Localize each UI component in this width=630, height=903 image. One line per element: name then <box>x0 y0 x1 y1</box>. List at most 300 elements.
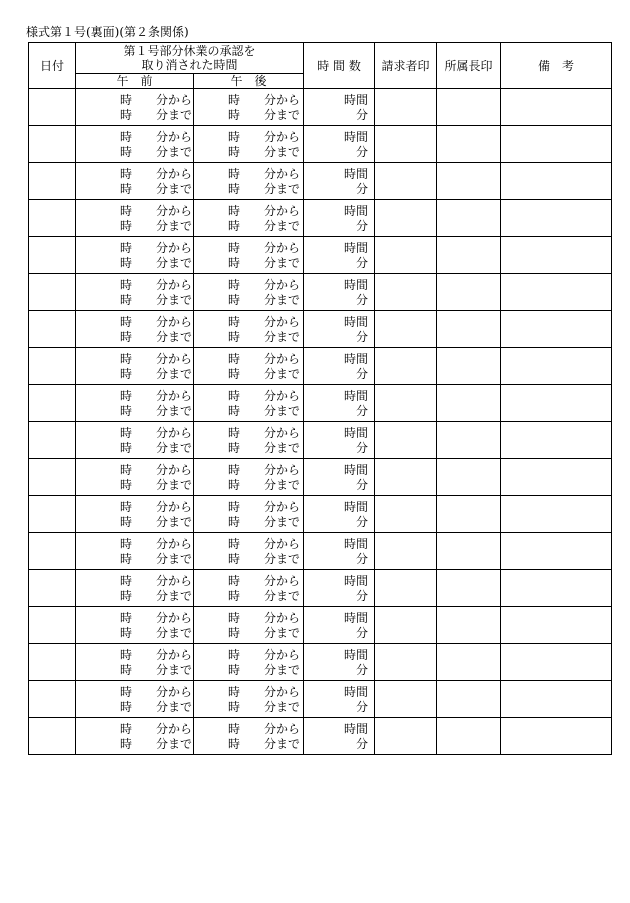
am-time-cell[interactable] <box>76 237 194 274</box>
minute-to-label: 分まで <box>156 589 193 603</box>
table-row <box>29 681 612 718</box>
minute-from-label: 分から <box>156 241 193 255</box>
pm-time-cell[interactable] <box>194 163 304 200</box>
minute-to-label: 分まで <box>264 293 301 307</box>
date-cell[interactable] <box>29 311 76 348</box>
hour-label: 時 <box>120 441 133 455</box>
dept-head-seal-cell[interactable] <box>437 570 501 607</box>
requester-seal-cell[interactable] <box>375 311 437 348</box>
minute-from-label: 分から <box>156 611 193 625</box>
date-cell[interactable] <box>29 459 76 496</box>
hour-label: 時 <box>228 93 241 107</box>
hours-cell[interactable] <box>304 459 375 496</box>
minute-from-label: 分から <box>156 204 193 218</box>
hour-label: 時 <box>120 278 133 292</box>
pm-time-cell[interactable] <box>194 311 304 348</box>
date-cell[interactable] <box>29 237 76 274</box>
minute-from-label: 分から <box>264 130 301 144</box>
hour-label: 時 <box>120 182 133 196</box>
minute-to-label: 分まで <box>264 663 301 677</box>
date-cell[interactable] <box>29 89 76 126</box>
minute-from-label: 分から <box>264 463 301 477</box>
minute-to-label: 分まで <box>156 256 193 270</box>
hour-label: 時 <box>228 700 241 714</box>
hour-label: 時 <box>228 626 241 640</box>
pm-time-cell[interactable] <box>194 607 304 644</box>
page-title: 様式第１号(裏面)(第２条関係) <box>26 25 189 39</box>
minute-to-label: 分まで <box>264 330 301 344</box>
minute-to-label: 分まで <box>156 626 193 640</box>
minute-from-label: 分から <box>156 167 193 181</box>
minute-to-label: 分まで <box>156 108 193 122</box>
hours-cell[interactable] <box>304 607 375 644</box>
minute-from-label: 分から <box>264 648 301 662</box>
dept-head-seal-cell[interactable] <box>437 644 501 681</box>
minute-from-label: 分から <box>264 574 301 588</box>
hour-label: 時 <box>228 389 241 403</box>
partial-leave-form-table <box>28 42 612 755</box>
minute-to-label: 分まで <box>156 700 193 714</box>
minutes-unit-label: 分 <box>356 589 369 603</box>
hour-label: 時 <box>228 182 241 196</box>
minutes-unit-label: 分 <box>356 219 369 233</box>
hours-unit-label: 時間 <box>344 611 369 625</box>
hours-cell[interactable] <box>304 126 375 163</box>
hour-label: 時 <box>228 130 241 144</box>
pm-time-cell[interactable] <box>194 126 304 163</box>
remarks-cell[interactable] <box>501 200 612 237</box>
hours-cell[interactable] <box>304 163 375 200</box>
hour-label: 時 <box>120 293 133 307</box>
dept-head-seal-cell[interactable] <box>437 718 501 755</box>
dept-head-seal-cell[interactable] <box>437 200 501 237</box>
am-time-cell[interactable] <box>76 496 194 533</box>
dept-head-seal-cell[interactable] <box>437 496 501 533</box>
hours-cell[interactable] <box>304 644 375 681</box>
table-row <box>29 200 612 237</box>
date-cell[interactable] <box>29 126 76 163</box>
minute-to-label: 分まで <box>264 626 301 640</box>
remarks-cell[interactable] <box>501 385 612 422</box>
hour-label: 時 <box>228 478 241 492</box>
am-time-cell[interactable] <box>76 533 194 570</box>
hour-label: 時 <box>120 626 133 640</box>
hour-label: 時 <box>228 663 241 677</box>
header-pm: 午 後 <box>194 74 304 89</box>
table-row <box>29 126 612 163</box>
remarks-cell[interactable] <box>501 718 612 755</box>
hour-label: 時 <box>228 315 241 329</box>
table-row <box>29 163 612 200</box>
date-cell[interactable] <box>29 644 76 681</box>
minute-to-label: 分まで <box>264 441 301 455</box>
requester-seal-cell[interactable] <box>375 163 437 200</box>
hour-label: 時 <box>228 589 241 603</box>
minutes-unit-label: 分 <box>356 293 369 307</box>
header-hours: 時 間 数 <box>304 43 375 89</box>
date-cell[interactable] <box>29 422 76 459</box>
hour-label: 時 <box>120 93 133 107</box>
hours-unit-label: 時間 <box>344 352 369 366</box>
pm-time-cell[interactable] <box>194 570 304 607</box>
hours-unit-label: 時間 <box>344 130 369 144</box>
hour-label: 時 <box>228 426 241 440</box>
hour-label: 時 <box>228 722 241 736</box>
hours-unit-label: 時間 <box>344 204 369 218</box>
hour-label: 時 <box>120 500 133 514</box>
date-cell[interactable] <box>29 607 76 644</box>
table-row <box>29 718 612 755</box>
minute-from-label: 分から <box>264 722 301 736</box>
table-row <box>29 607 612 644</box>
pm-time-cell[interactable] <box>194 459 304 496</box>
hour-label: 時 <box>120 611 133 625</box>
date-cell[interactable] <box>29 533 76 570</box>
minute-from-label: 分から <box>156 278 193 292</box>
hour-label: 時 <box>228 463 241 477</box>
remarks-cell[interactable] <box>501 274 612 311</box>
minute-from-label: 分から <box>264 278 301 292</box>
hour-label: 時 <box>228 219 241 233</box>
date-cell[interactable] <box>29 274 76 311</box>
requester-seal-cell[interactable] <box>375 385 437 422</box>
minutes-unit-label: 分 <box>356 626 369 640</box>
remarks-cell[interactable] <box>501 459 612 496</box>
minute-from-label: 分から <box>156 648 193 662</box>
minute-to-label: 分まで <box>264 219 301 233</box>
requester-seal-cell[interactable] <box>375 459 437 496</box>
pm-time-cell[interactable] <box>194 385 304 422</box>
am-time-cell[interactable] <box>76 570 194 607</box>
table-row <box>29 311 612 348</box>
hour-label: 時 <box>228 515 241 529</box>
minute-to-label: 分まで <box>264 108 301 122</box>
hour-label: 時 <box>228 611 241 625</box>
minute-to-label: 分まで <box>264 552 301 566</box>
requester-seal-cell[interactable] <box>375 681 437 718</box>
pm-time-cell[interactable] <box>194 89 304 126</box>
requester-seal-cell[interactable] <box>375 126 437 163</box>
minute-from-label: 分から <box>156 463 193 477</box>
hour-label: 時 <box>228 685 241 699</box>
requester-seal-cell[interactable] <box>375 570 437 607</box>
am-time-cell[interactable] <box>76 459 194 496</box>
hour-label: 時 <box>120 700 133 714</box>
minute-to-label: 分まで <box>264 182 301 196</box>
am-time-cell[interactable] <box>76 311 194 348</box>
hour-label: 時 <box>228 256 241 270</box>
am-time-cell[interactable] <box>76 348 194 385</box>
dept-head-seal-cell[interactable] <box>437 607 501 644</box>
hour-label: 時 <box>228 108 241 122</box>
am-time-cell[interactable] <box>76 89 194 126</box>
minute-to-label: 分まで <box>264 367 301 381</box>
hour-label: 時 <box>120 219 133 233</box>
minute-from-label: 分から <box>156 315 193 329</box>
dept-head-seal-cell[interactable] <box>437 422 501 459</box>
hour-label: 時 <box>228 574 241 588</box>
hour-label: 時 <box>228 167 241 181</box>
hour-label: 時 <box>120 404 133 418</box>
dept-head-seal-cell[interactable] <box>437 126 501 163</box>
table-row <box>29 570 612 607</box>
date-cell[interactable] <box>29 163 76 200</box>
hours-cell[interactable] <box>304 718 375 755</box>
table-row <box>29 459 612 496</box>
requester-seal-cell[interactable] <box>375 718 437 755</box>
minute-from-label: 分から <box>156 685 193 699</box>
pm-time-cell[interactable] <box>194 237 304 274</box>
hour-label: 時 <box>120 145 133 159</box>
dept-head-seal-cell[interactable] <box>437 311 501 348</box>
am-time-cell[interactable] <box>76 718 194 755</box>
pm-time-cell[interactable] <box>194 718 304 755</box>
hours-unit-label: 時間 <box>344 648 369 662</box>
table-row <box>29 237 612 274</box>
dept-head-seal-cell[interactable] <box>437 274 501 311</box>
minutes-unit-label: 分 <box>356 256 369 270</box>
minute-to-label: 分まで <box>156 145 193 159</box>
remarks-cell[interactable] <box>501 422 612 459</box>
minute-to-label: 分まで <box>156 663 193 677</box>
minutes-unit-label: 分 <box>356 552 369 566</box>
hours-unit-label: 時間 <box>344 463 369 477</box>
hours-unit-label: 時間 <box>344 278 369 292</box>
hour-label: 時 <box>120 241 133 255</box>
minute-to-label: 分まで <box>264 589 301 603</box>
remarks-cell[interactable] <box>501 311 612 348</box>
requester-seal-cell[interactable] <box>375 607 437 644</box>
hour-label: 時 <box>120 315 133 329</box>
am-time-cell[interactable] <box>76 385 194 422</box>
remarks-cell[interactable] <box>501 570 612 607</box>
dept-head-seal-cell[interactable] <box>437 459 501 496</box>
date-cell[interactable] <box>29 348 76 385</box>
hour-label: 時 <box>228 648 241 662</box>
minute-from-label: 分から <box>264 352 301 366</box>
hour-label: 時 <box>228 537 241 551</box>
hour-label: 時 <box>228 145 241 159</box>
date-cell[interactable] <box>29 681 76 718</box>
pm-time-cell[interactable] <box>194 348 304 385</box>
hour-label: 時 <box>120 367 133 381</box>
remarks-cell[interactable] <box>501 237 612 274</box>
minutes-unit-label: 分 <box>356 700 369 714</box>
minute-to-label: 分まで <box>156 478 193 492</box>
hour-label: 時 <box>120 389 133 403</box>
hours-unit-label: 時間 <box>344 241 369 255</box>
hour-label: 時 <box>228 737 241 751</box>
minute-from-label: 分から <box>156 389 193 403</box>
hour-label: 時 <box>120 722 133 736</box>
hour-label: 時 <box>120 685 133 699</box>
requester-seal-cell[interactable] <box>375 348 437 385</box>
hours-cell[interactable] <box>304 348 375 385</box>
hour-label: 時 <box>120 167 133 181</box>
table-row <box>29 385 612 422</box>
hour-label: 時 <box>120 537 133 551</box>
pm-time-cell[interactable] <box>194 533 304 570</box>
minute-from-label: 分から <box>156 722 193 736</box>
hour-label: 時 <box>228 352 241 366</box>
hours-cell[interactable] <box>304 496 375 533</box>
remarks-cell[interactable] <box>501 644 612 681</box>
am-time-cell[interactable] <box>76 274 194 311</box>
requester-seal-cell[interactable] <box>375 496 437 533</box>
minute-from-label: 分から <box>264 500 301 514</box>
requester-seal-cell[interactable] <box>375 237 437 274</box>
requester-seal-cell[interactable] <box>375 274 437 311</box>
dept-head-seal-cell[interactable] <box>437 385 501 422</box>
minute-to-label: 分まで <box>156 737 193 751</box>
remarks-cell[interactable] <box>501 533 612 570</box>
hours-cell[interactable] <box>304 311 375 348</box>
hours-cell[interactable] <box>304 570 375 607</box>
remarks-cell[interactable] <box>501 607 612 644</box>
hours-unit-label: 時間 <box>344 389 369 403</box>
hour-label: 時 <box>228 404 241 418</box>
form-body <box>29 89 612 755</box>
requester-seal-cell[interactable] <box>375 533 437 570</box>
hours-cell[interactable] <box>304 89 375 126</box>
table-row <box>29 496 612 533</box>
date-cell[interactable] <box>29 200 76 237</box>
minutes-unit-label: 分 <box>356 404 369 418</box>
header-cancelled-time-line1: 第１号部分休業の承認を <box>123 44 256 58</box>
requester-seal-cell[interactable] <box>375 89 437 126</box>
remarks-cell[interactable] <box>501 348 612 385</box>
remarks-cell[interactable] <box>501 89 612 126</box>
minute-from-label: 分から <box>264 389 301 403</box>
date-cell[interactable] <box>29 570 76 607</box>
hours-cell[interactable] <box>304 422 375 459</box>
dept-head-seal-cell[interactable] <box>437 237 501 274</box>
minutes-unit-label: 分 <box>356 108 369 122</box>
hours-cell[interactable] <box>304 274 375 311</box>
hour-label: 時 <box>228 367 241 381</box>
hour-label: 時 <box>120 663 133 677</box>
minute-to-label: 分まで <box>264 256 301 270</box>
minute-from-label: 分から <box>156 537 193 551</box>
hour-label: 時 <box>120 130 133 144</box>
pm-time-cell[interactable] <box>194 681 304 718</box>
am-time-cell[interactable] <box>76 422 194 459</box>
hour-label: 時 <box>228 500 241 514</box>
hour-label: 時 <box>228 293 241 307</box>
minute-to-label: 分まで <box>156 552 193 566</box>
minute-from-label: 分から <box>264 685 301 699</box>
hours-cell[interactable] <box>304 681 375 718</box>
am-time-cell[interactable] <box>76 644 194 681</box>
minutes-unit-label: 分 <box>356 182 369 196</box>
minute-to-label: 分まで <box>264 737 301 751</box>
hours-unit-label: 時間 <box>344 167 369 181</box>
minutes-unit-label: 分 <box>356 330 369 344</box>
minute-from-label: 分から <box>264 611 301 625</box>
pm-time-cell[interactable] <box>194 422 304 459</box>
hour-label: 時 <box>228 241 241 255</box>
table-row <box>29 644 612 681</box>
requester-seal-cell[interactable] <box>375 422 437 459</box>
hours-cell[interactable] <box>304 200 375 237</box>
date-cell[interactable] <box>29 385 76 422</box>
hours-cell[interactable] <box>304 385 375 422</box>
pm-time-cell[interactable] <box>194 644 304 681</box>
minute-to-label: 分まで <box>156 515 193 529</box>
minutes-unit-label: 分 <box>356 663 369 677</box>
hours-cell[interactable] <box>304 237 375 274</box>
dept-head-seal-cell[interactable] <box>437 163 501 200</box>
hour-label: 時 <box>120 256 133 270</box>
hour-label: 時 <box>120 330 133 344</box>
minute-from-label: 分から <box>156 352 193 366</box>
dept-head-seal-cell[interactable] <box>437 681 501 718</box>
dept-head-seal-cell[interactable] <box>437 348 501 385</box>
header-cancelled-time-line2: 取り消された時間 <box>141 58 238 72</box>
requester-seal-cell[interactable] <box>375 200 437 237</box>
hour-label: 時 <box>120 515 133 529</box>
header-date: 日付 <box>29 43 76 89</box>
header-dept-head-seal: 所属長印 <box>437 43 501 89</box>
hour-label: 時 <box>120 737 133 751</box>
minute-to-label: 分まで <box>264 145 301 159</box>
hour-label: 時 <box>120 426 133 440</box>
dept-head-seal-cell[interactable] <box>437 533 501 570</box>
pm-time-cell[interactable] <box>194 496 304 533</box>
header-requester-seal: 請求者印 <box>375 43 437 89</box>
table-row <box>29 422 612 459</box>
header-cancelled-time <box>76 43 304 74</box>
pm-time-cell[interactable] <box>194 274 304 311</box>
minute-to-label: 分まで <box>156 367 193 381</box>
remarks-cell[interactable] <box>501 163 612 200</box>
remarks-cell[interactable] <box>501 126 612 163</box>
am-time-cell[interactable] <box>76 607 194 644</box>
minute-to-label: 分まで <box>264 478 301 492</box>
remarks-cell[interactable] <box>501 681 612 718</box>
minute-to-label: 分まで <box>264 700 301 714</box>
hours-unit-label: 時間 <box>344 426 369 440</box>
hour-label: 時 <box>120 463 133 477</box>
hour-label: 時 <box>228 441 241 455</box>
am-time-cell[interactable] <box>76 163 194 200</box>
hour-label: 時 <box>120 204 133 218</box>
requester-seal-cell[interactable] <box>375 644 437 681</box>
minute-from-label: 分から <box>264 167 301 181</box>
am-time-cell[interactable] <box>76 126 194 163</box>
table-row <box>29 533 612 570</box>
minute-from-label: 分から <box>156 130 193 144</box>
hour-label: 時 <box>228 552 241 566</box>
dept-head-seal-cell[interactable] <box>437 89 501 126</box>
minute-from-label: 分から <box>264 426 301 440</box>
minutes-unit-label: 分 <box>356 515 369 529</box>
remarks-cell[interactable] <box>501 496 612 533</box>
hour-label: 時 <box>228 330 241 344</box>
date-cell[interactable] <box>29 496 76 533</box>
minute-to-label: 分まで <box>156 330 193 344</box>
hours-cell[interactable] <box>304 533 375 570</box>
am-time-cell[interactable] <box>76 681 194 718</box>
hour-label: 時 <box>120 108 133 122</box>
am-time-cell[interactable] <box>76 200 194 237</box>
minute-from-label: 分から <box>156 574 193 588</box>
hours-unit-label: 時間 <box>344 574 369 588</box>
date-cell[interactable] <box>29 718 76 755</box>
minutes-unit-label: 分 <box>356 145 369 159</box>
hours-unit-label: 時間 <box>344 537 369 551</box>
pm-time-cell[interactable] <box>194 200 304 237</box>
